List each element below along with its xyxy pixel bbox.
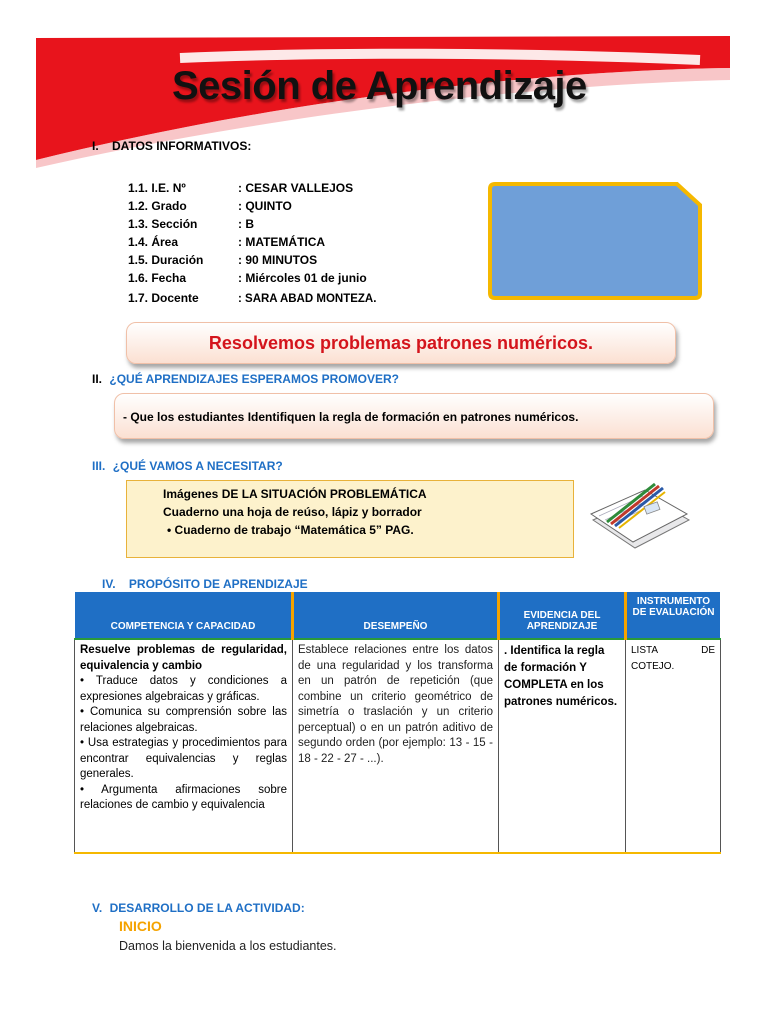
info-value: : QUINTO <box>238 199 292 213</box>
section-3-title: ¿QUÉ VAMOS A NECESITAR? <box>112 459 283 473</box>
page-title: Sesión de Aprendizaje <box>172 64 587 108</box>
info-label: 1.3. Sección <box>128 217 198 231</box>
info-row <box>128 291 376 305</box>
info-value: : MATEMÁTICA <box>238 235 326 249</box>
info-label: 1.6. Fecha <box>128 271 187 285</box>
info-row <box>128 199 292 213</box>
section-2-title: ¿QUÉ APRENDIZAJES ESPERAMOS PROMOVER? <box>109 372 399 386</box>
expectations-text: - Que los estudiantes Identifiquen la regla de formación en patrones numéricos. <box>123 410 579 424</box>
info-value: : Miércoles 01 de junio <box>238 271 367 285</box>
section-5-number: V. <box>92 901 103 915</box>
info-row <box>128 217 254 231</box>
capacidad-item: • Argumenta afirmaciones sobre relaciones de cambio y equivalencia <box>80 783 287 811</box>
table-header-row <box>75 592 721 639</box>
capacidad-item: • Traduce datos y condiciones a expresiones algebraicas y gráficas. <box>80 675 287 703</box>
evidencia-cell: . Identifica la regla de formación Y COMPLETA en los patrones numéricos. <box>499 639 626 853</box>
info-row <box>128 235 325 249</box>
purpose-table <box>74 592 721 854</box>
competencia-title: Resuelve problemas de regularidad, equivalencia y cambio <box>80 644 287 672</box>
info-label: 1.4. Área <box>128 235 179 249</box>
header-instrumento: INSTRUMENTO DE EVALUACIÓN <box>626 592 721 639</box>
section-2-heading <box>92 372 399 386</box>
header-competencia: COMPETENCIA Y CAPACIDAD <box>75 592 293 639</box>
section-4-number: IV. <box>102 577 116 591</box>
section-3-heading <box>92 459 283 473</box>
inicio-text: Damos la bienvenida a los estudiantes. <box>119 939 337 953</box>
section-4-title: PROPÓSITO DE APRENDIZAJE <box>128 577 308 591</box>
capacidad-item: • Comunica su comprensión sobre las relaciones algebraicas. <box>80 706 287 734</box>
material-item: Imágenes DE LA SITUACIÓN PROBLEMÁTICA <box>163 487 427 501</box>
notebook-pencils-icon <box>585 478 695 558</box>
header-desempeno: DESEMPEÑO <box>293 592 499 639</box>
info-label: 1.2. Grado <box>128 199 187 213</box>
info-row <box>128 271 367 285</box>
materials-box <box>126 480 574 558</box>
info-row <box>128 253 317 267</box>
info-label: 1.1. I.E. Nº <box>128 181 186 195</box>
section-1-heading <box>92 139 251 153</box>
material-item: • Cuaderno de trabajo “Matemática 5” PAG. <box>167 523 414 537</box>
section-3-number: III. <box>92 459 106 473</box>
section-5-title: DESARROLLO DE LA ACTIVIDAD: <box>109 901 305 915</box>
info-value: : SARA ABAD MONTEZA. <box>238 293 377 305</box>
info-row <box>128 181 353 195</box>
section-2-number: II. <box>92 372 103 386</box>
session-title: Resolvemos problemas patrones numéricos. <box>208 333 594 353</box>
section-1-title: DATOS INFORMATIVOS: <box>112 139 252 153</box>
competencia-cell <box>75 639 293 853</box>
info-value: : 90 MINUTOS <box>238 253 318 267</box>
section-5-heading <box>92 901 305 915</box>
instrumento-cell: LISTA DE COTEJO. <box>626 639 721 853</box>
section-1-number: I. <box>92 139 99 153</box>
info-label: 1.5. Duración <box>128 253 204 267</box>
table-row <box>75 639 721 853</box>
inicio-heading: INICIO <box>119 918 162 934</box>
info-label: 1.7. Docente <box>128 291 199 305</box>
expectations-box <box>114 393 714 439</box>
desempeno-cell: Establece relaciones entre los datos de una regularidad y los transforma en un patrón de repetición (que combine un criterio geométrico de simetría o traslación y un criterio perceptual) o en un patrón aditivo de segundo orden (por ejemplo: 13 - 15 - 18 - 22 - 27 - ...). <box>293 639 499 853</box>
section-4-heading <box>102 577 308 591</box>
info-value: : B <box>238 217 254 231</box>
material-item: Cuaderno una hoja de reúso, lápiz y borrador <box>163 505 422 519</box>
info-value: : CESAR VALLEJOS <box>238 181 354 195</box>
photo-placeholder-icon <box>487 181 703 301</box>
header-evidencia: EVIDENCIA DEL APRENDIZAJE <box>499 592 626 639</box>
session-title-box <box>126 322 676 364</box>
capacidad-item: • Usa estrategias y procedimientos para encontrar equivalencias y reglas generales. <box>80 737 287 780</box>
